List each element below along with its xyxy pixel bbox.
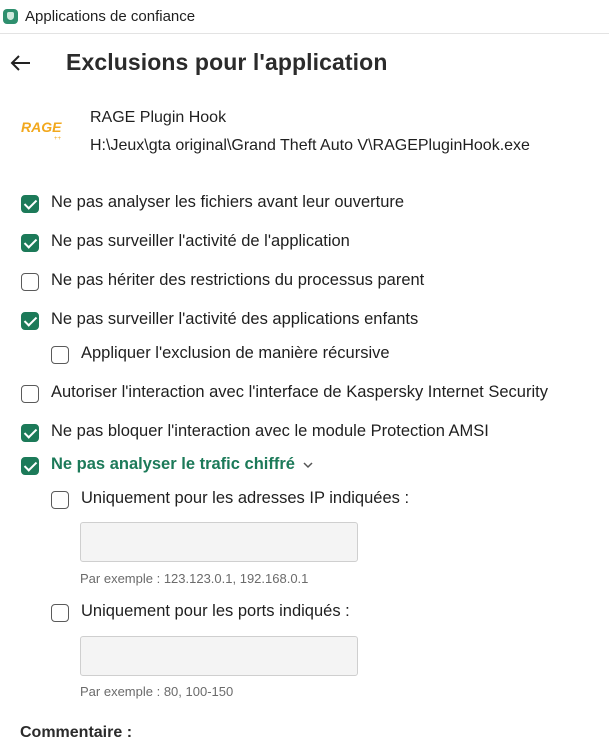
option-no-monitor-children[interactable] <box>21 310 451 334</box>
option-label: Autoriser l'interaction avec l'interface de Kaspersky Internet Security <box>51 383 548 401</box>
comment-label: Commentaire : <box>20 724 133 741</box>
option-ports-only[interactable] <box>51 602 381 626</box>
checkbox[interactable] <box>51 604 69 622</box>
option-ip-only[interactable] <box>51 489 431 513</box>
checkbox[interactable] <box>21 424 39 442</box>
option-label: Ne pas surveiller l'activité des applications enfants <box>51 310 419 328</box>
option-label: Uniquement pour les ports indiqués : <box>81 602 350 620</box>
option-allow-interface-interaction[interactable] <box>21 383 581 407</box>
ip-address-hint: Par exemple : 123.123.0.1, 192.168.0.1 <box>80 571 309 586</box>
option-no-monitor-activity[interactable] <box>21 232 381 256</box>
option-label: Ne pas bloquer l'interaction avec le module Protection AMSI <box>51 422 489 440</box>
page-title: Exclusions pour l'application <box>66 49 388 75</box>
window-title: Applications de confiance <box>25 8 196 25</box>
ports-hint: Par exemple : 80, 100-150 <box>80 684 234 699</box>
kaspersky-shield-icon <box>3 9 18 24</box>
option-label: Ne pas analyser les fichiers avant leur ouverture <box>51 193 405 211</box>
option-label: Ne pas analyser le trafic chiffré <box>51 455 295 473</box>
option-no-scan-files[interactable] <box>21 193 441 217</box>
option-label: Ne pas hériter des restrictions du processus parent <box>51 271 425 289</box>
back-arrow-icon[interactable] <box>8 50 34 76</box>
app-name: RAGE Plugin Hook <box>90 109 227 126</box>
checkbox[interactable] <box>21 195 39 213</box>
option-no-scan-encrypted-traffic[interactable] <box>21 455 321 479</box>
checkbox[interactable] <box>51 346 69 364</box>
checkbox[interactable] <box>21 273 39 291</box>
option-recursive[interactable] <box>51 344 411 368</box>
title-bar <box>0 0 609 34</box>
rage-logo-icon <box>20 118 70 142</box>
svg-text:RAGE: RAGE <box>21 119 62 135</box>
ports-input[interactable] <box>80 636 358 676</box>
option-label: Uniquement pour les adresses IP indiquées : <box>81 489 410 507</box>
checkbox[interactable] <box>21 457 39 475</box>
checkbox[interactable] <box>21 234 39 252</box>
option-no-inherit-restrictions[interactable] <box>21 271 451 295</box>
svg-text:++: ++ <box>54 136 62 142</box>
app-path: H:\Jeux\gta original\Grand Theft Auto V\RAGEPluginHook.exe <box>90 137 530 154</box>
option-label: Appliquer l'exclusion de manière récursive <box>81 344 390 362</box>
checkbox[interactable] <box>21 385 39 403</box>
checkbox[interactable] <box>51 491 69 509</box>
chevron-down-icon[interactable] <box>301 458 315 472</box>
option-label: Ne pas surveiller l'activité de l'application <box>51 232 350 250</box>
ip-address-input[interactable] <box>80 522 358 562</box>
option-no-block-amsi[interactable] <box>21 422 521 446</box>
checkbox[interactable] <box>21 312 39 330</box>
